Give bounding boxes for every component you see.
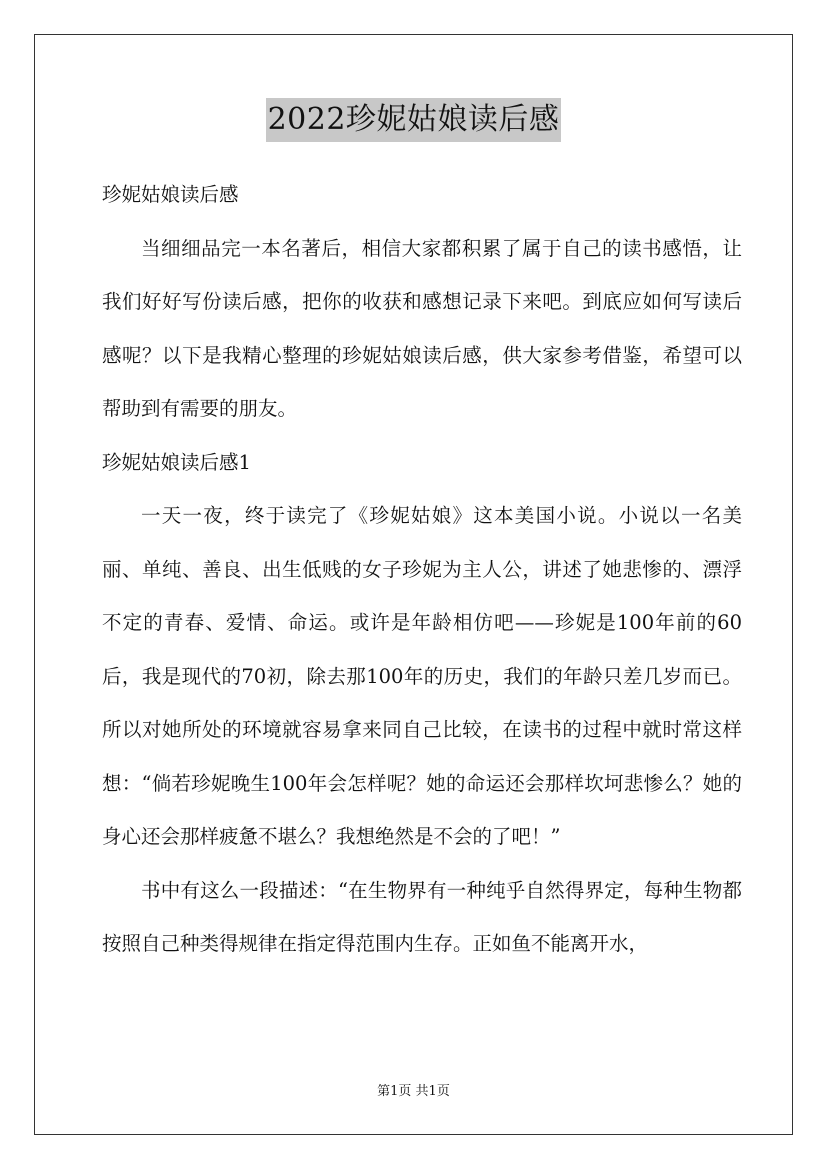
document-title: 2022珍妮姑娘读后感 [266, 98, 562, 142]
page-footer: 第1页 共1页 [377, 1084, 450, 1099]
document-body [102, 168, 742, 971]
title-container [0, 98, 827, 142]
body-paragraph: 一天一夜，终于读完了《珍妮姑娘》这本美国小说。小说以一名美丽、单纯、善良、出生低贱的女子珍妮为主人公，讲述了她悲惨的、漂浮不定的青春、爱情、命运。或许是年龄相仿吧——珍妮是100年前的60后，我是现代的70初，除去那100年的历史，我们的年龄只差几岁而已。所以对她所处的环境就容易拿来同自己比较，在读书的过程中就时常这样想：“倘若珍妮晚生100年会怎样呢？她的命运还会那样坎坷悲惨么？她的身心还会那样疲惫不堪么？我想绝然是不会的了吧！” [102, 504, 742, 848]
body-paragraph: 书中有这么一段描述：“在生物界有一种纯乎自然得界定，每种生物都按照自己种类得规律在指定得范围内生存。正如鱼不能离开水， [102, 878, 742, 955]
section-heading: 珍妮姑娘读后感 [102, 183, 239, 206]
intro-paragraph: 当细细品完一本名著后，相信大家都积累了属于自己的读书感悟，让我们好好写份读后感，把你的收获和感想记录下来吧。到底应如何写读后感呢？以下是我精心整理的珍妮姑娘读后感，供大家参考借鉴，希望可以帮助到有需要的朋友。 [102, 236, 742, 420]
section-heading: 珍妮姑娘读后感1 [102, 450, 251, 474]
